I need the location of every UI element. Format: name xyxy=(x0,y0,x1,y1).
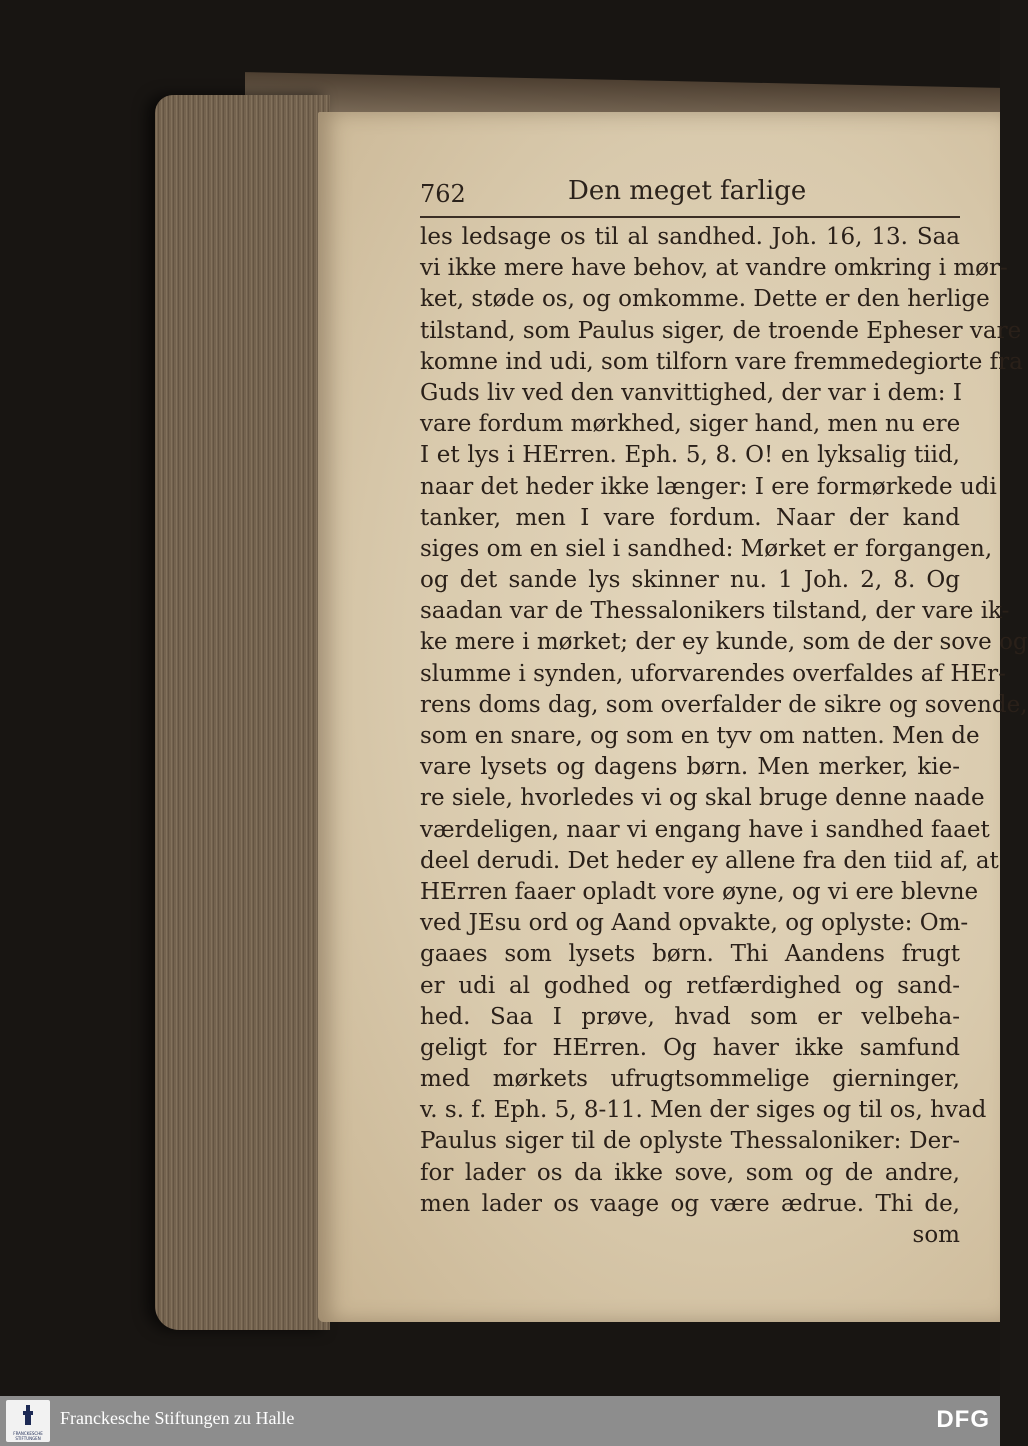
text-line: ved JEsu ord og Aand opvakte, og oplyste: Om- xyxy=(420,910,969,937)
text-line: I et lys i HErren. Eph. 5, 8. O! en lyksalig tiid, xyxy=(420,442,960,469)
running-head: Den meget farlige xyxy=(568,176,807,206)
text-line: Guds liv ved den vanvittighed, der var i dem: I xyxy=(420,379,962,406)
text-line: vare fordum mørkhed, siger hand, men nu ere xyxy=(420,411,961,438)
dfg-logo[interactable]: DFG xyxy=(936,1406,990,1433)
text-line: med mørkets ufrugtsommelige gierninger, xyxy=(420,1066,960,1093)
text-line: saadan var de Thessalonikers tilstand, der vare ik- xyxy=(420,598,1010,625)
viewer-footer-bar xyxy=(0,1396,1000,1446)
institution-logo[interactable] xyxy=(6,1400,50,1442)
text-line: som en snare, og som en tyv om natten. Men de xyxy=(420,723,980,749)
text-line: vi ikke mere have behov, at vandre omkring i mør- xyxy=(420,255,1008,282)
page-header xyxy=(420,176,960,218)
text-line: er udi al godhed og retfærdighed og sand- xyxy=(420,972,960,999)
text-line: les ledsage os til al sandhed. Joh. 16, 13. Saa xyxy=(420,224,960,250)
text-line: ke mere i mørket; der ey kunde, som de der sove og xyxy=(420,629,1028,656)
text-line: Paulus siger til de oplyste Thessaloniker: Der- xyxy=(420,1128,960,1155)
body-text xyxy=(420,222,1028,1251)
page-number: 762 xyxy=(420,180,466,208)
text-line: rens doms dag, som overfalder de sikre og sovende, xyxy=(420,691,1028,718)
text-line: komne ind udi, som tilforn vare fremmedegiorte fra xyxy=(420,348,1023,375)
text-line: siges om en siel i sandhed: Mørket er forgangen, xyxy=(420,535,993,562)
text-line: og det sande lys skinner nu. 1 Joh. 2, 8. Og xyxy=(420,567,960,594)
text-line: hed. Saa I prøve, hvad som er velbeha- xyxy=(420,1003,960,1030)
text-line: gaaes som lysets børn. Thi Aandens frugt xyxy=(420,941,960,968)
text-line: deel derudi. Det heder ey allene fra den tiid af, at xyxy=(420,847,999,874)
institution-name[interactable]: Franckesche Stiftungen zu Halle xyxy=(60,1408,295,1428)
institution-emblem-icon xyxy=(21,1405,35,1427)
text-line: vare lysets og dagens børn. Men merker, kie- xyxy=(420,754,960,781)
book-page-edges xyxy=(155,95,330,1330)
text-line: men lader os vaage og være ædrue. Thi de, xyxy=(420,1190,960,1217)
text-line: tilstand, som Paulus siger, de troende Epheser vare xyxy=(420,317,1022,344)
text-line: v. s. f. Eph. 5, 8-11. Men der siges og til os, hvad xyxy=(420,1097,987,1124)
text-line: slumme i synden, uforvarendes overfaldes af HEr- xyxy=(420,660,1006,687)
text-line: naar det heder ikke længer: I ere formørkede udi xyxy=(420,473,997,500)
text-line: værdeligen, naar vi engang have i sandhed faaet xyxy=(420,816,990,843)
catchword: som xyxy=(912,1222,960,1248)
text-line: HErren faaer opladt vore øyne, og vi ere blevne xyxy=(420,878,979,905)
logo-caption: FRANCKESCHE STIFTUNGEN xyxy=(13,1431,43,1441)
text-line: tanker, men I vare fordum. Naar der kand xyxy=(420,504,960,531)
text-line: re siele, hvorledes vi og skal bruge denne naade xyxy=(420,785,985,812)
text-line: geligt for HErren. Og haver ikke samfund xyxy=(420,1034,960,1061)
text-line: for lader os da ikke sove, som og de andre, xyxy=(420,1159,960,1186)
text-line: ket, støde os, og omkomme. Dette er den herlige xyxy=(420,286,990,313)
